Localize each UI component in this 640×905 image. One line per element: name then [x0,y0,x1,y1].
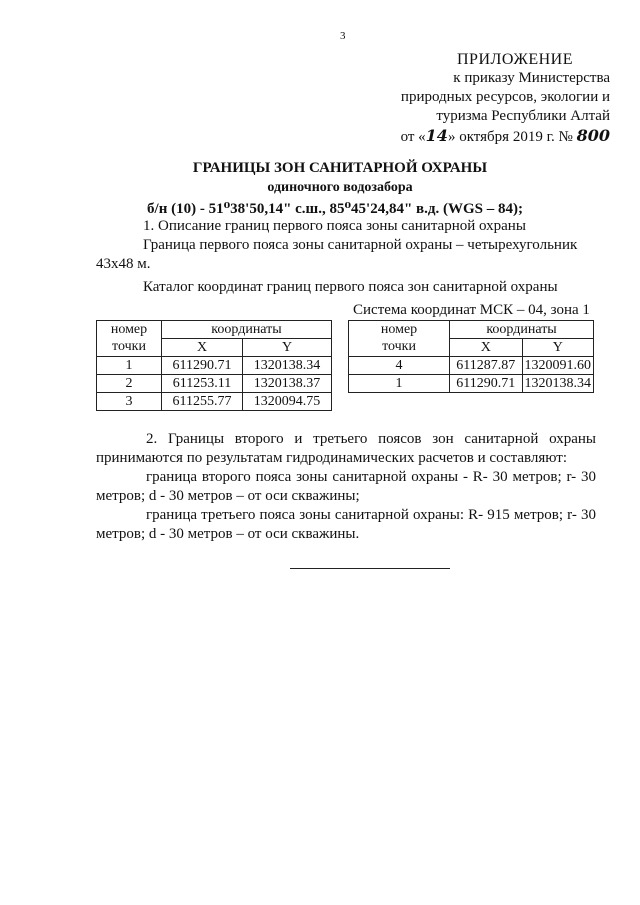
header-y: Y [522,339,594,357]
catalog-caption: Каталог координат границ первого пояса зон санитарной охраны [143,279,558,295]
appendix-heading: ПРИЛОЖЕНИЕ [456,51,573,68]
table-row: 4 611287.87 1320091.60 [349,357,594,375]
table-row: 3 611255.77 1320094.75 [97,393,332,411]
coordinates-table-right [348,320,594,393]
document-subtitle: одиночного водозабора [267,180,413,195]
handwritten-order-number: 800 [576,126,610,145]
appendix-line-2: природных ресурсов, экологии и [400,89,610,105]
appendix-line-1: к приказу Министерства [453,70,610,86]
header-coordinates: координаты [162,321,332,339]
date-prefix: от « [400,129,426,145]
header-number: номер [97,321,162,339]
header-point: точки [349,339,450,357]
appendix-block [370,50,610,147]
section1-text-b: 43х48 м. [96,256,151,272]
table-row: 1 611290.71 1320138.34 [349,375,594,393]
section2-paragraph-1: 2. Границы второго и третьего поясов зон санитарной охраны принимаются по результатам гидродинамических расчетов и составляют: [96,431,596,466]
section2-text [96,430,596,544]
section1-heading: 1. Описание границ первого пояса зоны санитарной охраны [143,218,526,234]
section1-text-a: Граница первого пояса зоны санитарной охраны – четырехугольник [143,237,578,253]
header-coordinates: координаты [450,321,594,339]
document-title: ГРАНИЦЫ ЗОН САНИТАРНОЙ ОХРАНЫ [192,160,488,176]
appendix-line-3: туризма Республики Алтай [436,108,610,124]
table-row: 1 611290.71 1320138.34 [97,357,332,375]
page-number: 3 [340,30,346,42]
coordinates-heading: б/н (10) - 51⁰38'50,14" с.ш., 85⁰45'24,84" в.д. (WGS – 84); [147,201,523,217]
header-x: X [162,339,243,357]
section2-paragraph-2: граница второго пояса зоны санитарной охраны - R- 30 метров; r- 30 метров; d - 30 метров – от оси скважины; [96,469,596,504]
handwritten-day: 14 [425,126,448,145]
end-divider [290,568,450,569]
appendix-date-line [370,126,610,147]
coordinate-system-caption: Система координат МСК – 04, зона 1 [353,302,590,318]
header-point: точки [97,339,162,357]
date-mid: » октября 2019 г. № [447,129,573,145]
section2-paragraph-3: граница третьего пояса зоны санитарной охраны: R- 915 метров; r- 30 метров; d - 30 метров – от оси скважины. [96,507,596,542]
coordinates-table-left [96,320,332,411]
header-number: номер [349,321,450,339]
header-y: Y [243,339,332,357]
header-x: X [450,339,522,357]
table-row: 2 611253.11 1320138.37 [97,375,332,393]
